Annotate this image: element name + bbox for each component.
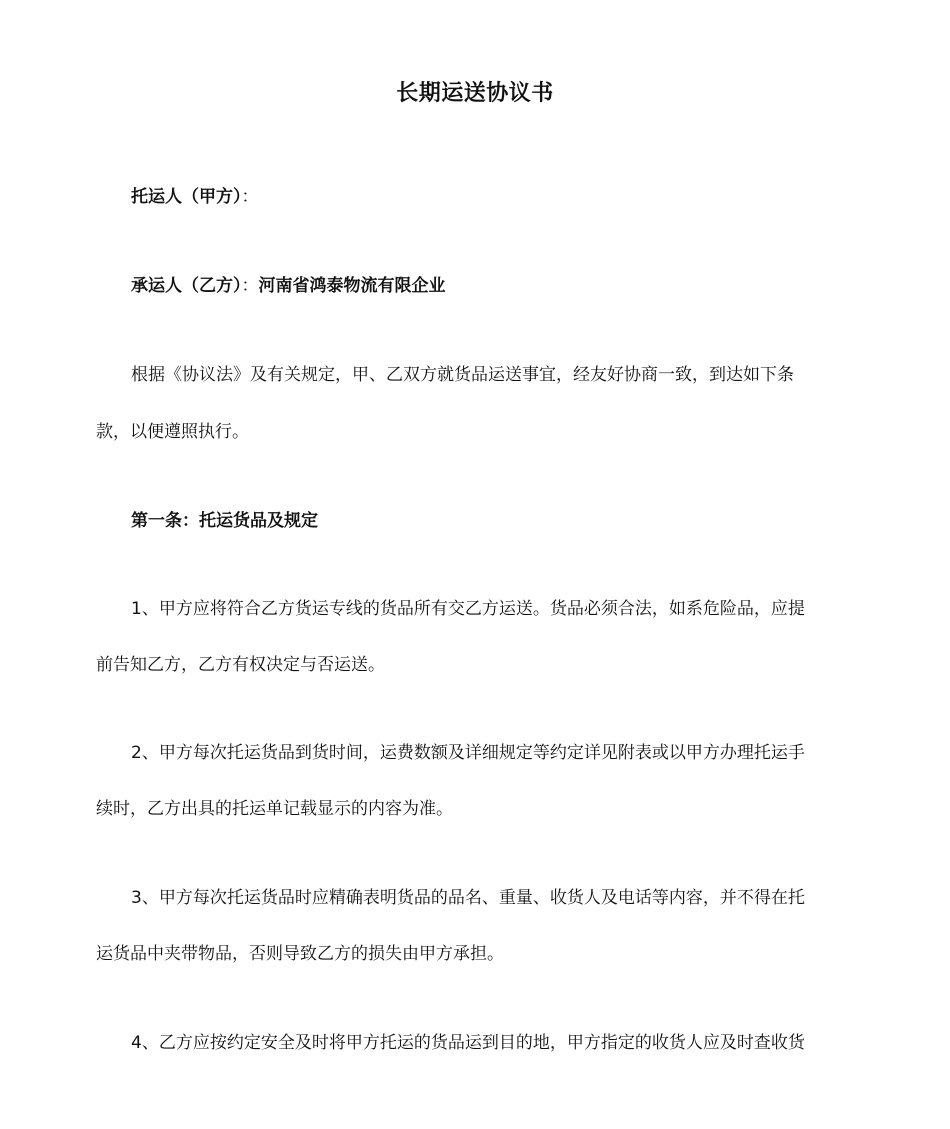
clause-1-line-2: 前告知乙方，乙方有权决定与否运送。 — [96, 655, 385, 675]
shipper-line — [131, 185, 866, 209]
clause-3-line-2: 运货品中夹带物品，否则导致乙方的损失由甲方承担。 — [96, 944, 504, 964]
clause-2-line-1: 2、甲方每次托运货品到货时间，运费数额及详细规定等约定详见附表或以甲方办理托运手 — [131, 743, 805, 763]
carrier-colon: ： — [241, 276, 259, 296]
shipper-colon: ： — [241, 187, 259, 207]
article-1-heading: 第一条：托运货品及规定 — [131, 511, 318, 531]
shipper-label: 托运人（甲方） — [131, 187, 242, 207]
clause-1-line-1: 1、甲方应将符合乙方货运专线的货品所有交乙方运送。货品必须合法，如系危险品，应提 — [131, 599, 805, 619]
carrier-value: 河南省鸿泰物流有限企业 — [258, 276, 446, 296]
clause-3-line-1: 3、甲方每次托运货品时应精确表明货品的品名、重量、收货人及电话等内容，并不得在托 — [131, 888, 805, 908]
intro-line-2: 款，以便遵照执行。 — [96, 422, 249, 442]
clause-4-line-1: 4、乙方应按约定安全及时将甲方托运的货品运到目的地，甲方指定的收货人应及时查收货 — [131, 1033, 805, 1053]
clause-2-line-2: 续时，乙方出具的托运单记载显示的内容为准。 — [96, 799, 453, 819]
intro-line-1: 根据《协议法》及有关规定，甲、乙双方就货品运送事宜，经友好协商一致，到达如下条 — [131, 365, 794, 385]
carrier-line — [131, 274, 866, 298]
document-title: 长期运送协议书 — [396, 81, 554, 106]
carrier-label: 承运人（乙方） — [131, 276, 242, 296]
